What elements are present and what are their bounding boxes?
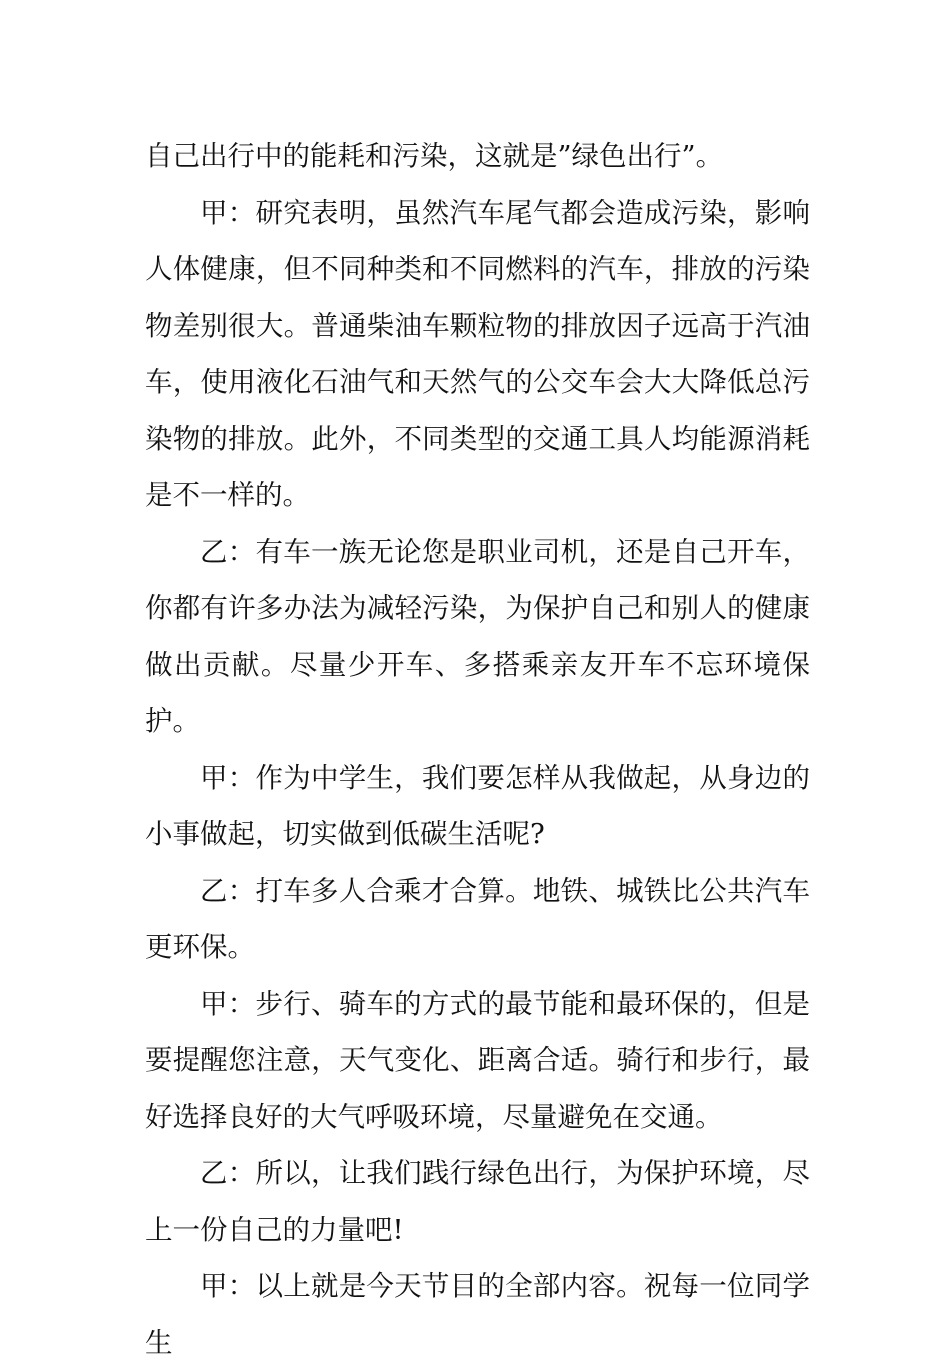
- paragraph-jia-walking: 甲：步行、骑车的方式的最节能和最环保的，但是要提醒您注意，天气变化、距离合适。骑行和步行，最好选择良好的大气呼吸环境，尽量避免在交通。: [145, 987, 810, 1133]
- paragraph-yi-carpool: 乙：打车多人合乘才合算。地铁、城铁比公共汽车更环保。: [145, 874, 810, 963]
- paragraph-yi-car-owners: 乙：有车一族无论您是职业司机，还是自己开车，你都有许多办法为减轻污染，为保护自己和别人的健康做出贡献。尽量少开车、多搭乘亲友开车不忘环境保护。: [145, 535, 810, 737]
- paragraph-jia-closing: 甲：以上就是今天节目的全部内容。祝每一位同学生: [145, 1270, 810, 1359]
- paragraph-jia-students: 甲：作为中学生，我们要怎样从我做起，从身边的小事做起，切实做到低碳生活呢?: [145, 761, 810, 850]
- paragraph-continuation: 自己出行中的能耗和污染，这就是”绿色出行”。: [145, 140, 724, 172]
- document-body: [145, 128, 810, 1371]
- paragraph-yi-green-travel: 乙：所以，让我们践行绿色出行，为保护环境，尽上一份自己的力量吧!: [145, 1157, 810, 1246]
- paragraph-jia-research: 甲：研究表明，虽然汽车尾气都会造成污染，影响人体健康，但不同种类和不同燃料的汽车，排放的污染物差别很大。普通柴油车颗粒物的排放因子远高于汽油车，使用液化石油气和天然气的公交车会大大降低总污染物的排放。此外，不同类型的交通工具人均能源消耗是不一样的。: [145, 196, 810, 511]
